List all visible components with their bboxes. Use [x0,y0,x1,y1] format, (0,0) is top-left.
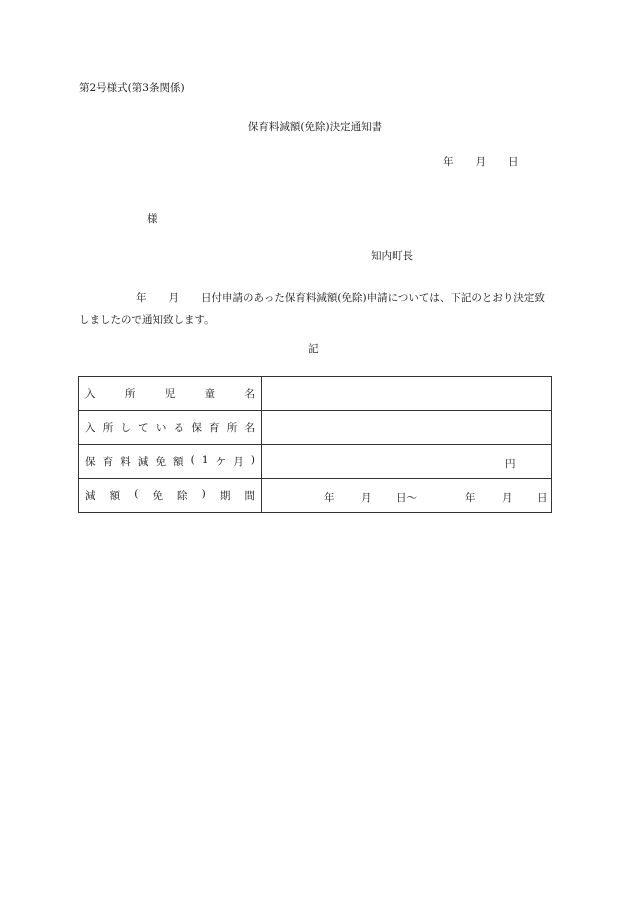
label-char: 額 [173,456,184,468]
yen-unit: 円 [505,458,516,470]
label-char: ( [190,454,195,466]
label-char: 所 [102,422,114,434]
label-cell [79,445,262,479]
label-cell [79,479,262,513]
row-label [85,454,255,469]
period-start-year: 年 [324,492,335,504]
label-char: 育 [209,422,220,434]
label-char: て [138,422,149,434]
date-month: 月 [475,156,486,168]
body-text: 日付申請のあった保育料減額(免除)申請については、下記のとおり決定致しましたので通知致します。 [79,292,545,326]
row-label [85,420,255,435]
label-char: ) [250,454,255,466]
child-name-field[interactable] [262,377,552,411]
form-number: 第2号様式(第3条関係) [79,82,185,94]
period-start-day: 日〜 [396,492,417,504]
label-char: 所 [124,388,136,400]
label-char: 名 [244,388,255,400]
document-title: 保育料減額(免除)決定通知書 [247,121,383,133]
body-month: 月 [168,292,179,304]
label-char: 期 [219,490,231,502]
label-char: 名 [244,422,255,434]
label-char: い [155,422,167,434]
label-cell [79,377,262,411]
period-end-year: 年 [465,492,476,504]
nursery-name-field[interactable] [262,411,552,445]
reduction-amount-field[interactable] [262,445,552,479]
period-end-day: 日 [537,492,548,504]
addressee-suffix: 様 [147,213,158,225]
label-char: 童 [204,388,216,400]
label-char: 月 [233,456,244,468]
label-char: 入 [85,422,96,434]
label-char: 額 [109,490,121,502]
label-char: る [173,422,185,434]
label-cell [79,411,262,445]
date-year: 年 [443,156,454,168]
table-row [79,377,552,411]
period-end-month: 月 [502,492,513,504]
label-char: ( [134,488,139,500]
heading-ki: 記 [308,343,319,355]
period-field[interactable] [262,479,552,513]
body-year: 年 [136,292,147,304]
label-char: 所 [226,422,238,434]
label-char: 1 [201,454,209,466]
label-char: 保 [191,422,202,434]
label-char: ) [201,488,206,500]
issuer-name: 知内町長 [371,250,413,262]
label-char: 減 [85,490,96,502]
period-start-month: 月 [361,492,372,504]
label-char: 除 [177,490,188,502]
label-char: 児 [164,388,176,400]
label-char: 減 [137,456,149,468]
label-char: 間 [244,490,255,502]
table-row [79,411,552,445]
label-char: し [120,422,131,434]
body-paragraph [79,287,553,331]
label-char: 免 [155,456,166,468]
detail-table [78,376,552,513]
date-day: 日 [508,156,519,168]
date-line [443,157,519,168]
label-char: 料 [120,456,131,468]
label-char: 免 [152,490,163,502]
table-row [79,445,552,479]
label-char: 入 [85,388,96,400]
row-label [85,488,255,503]
label-char: 保 [85,456,96,468]
row-label [85,386,255,401]
label-char: ケ [215,456,227,468]
table-row [79,479,552,513]
label-char: 育 [102,456,114,468]
